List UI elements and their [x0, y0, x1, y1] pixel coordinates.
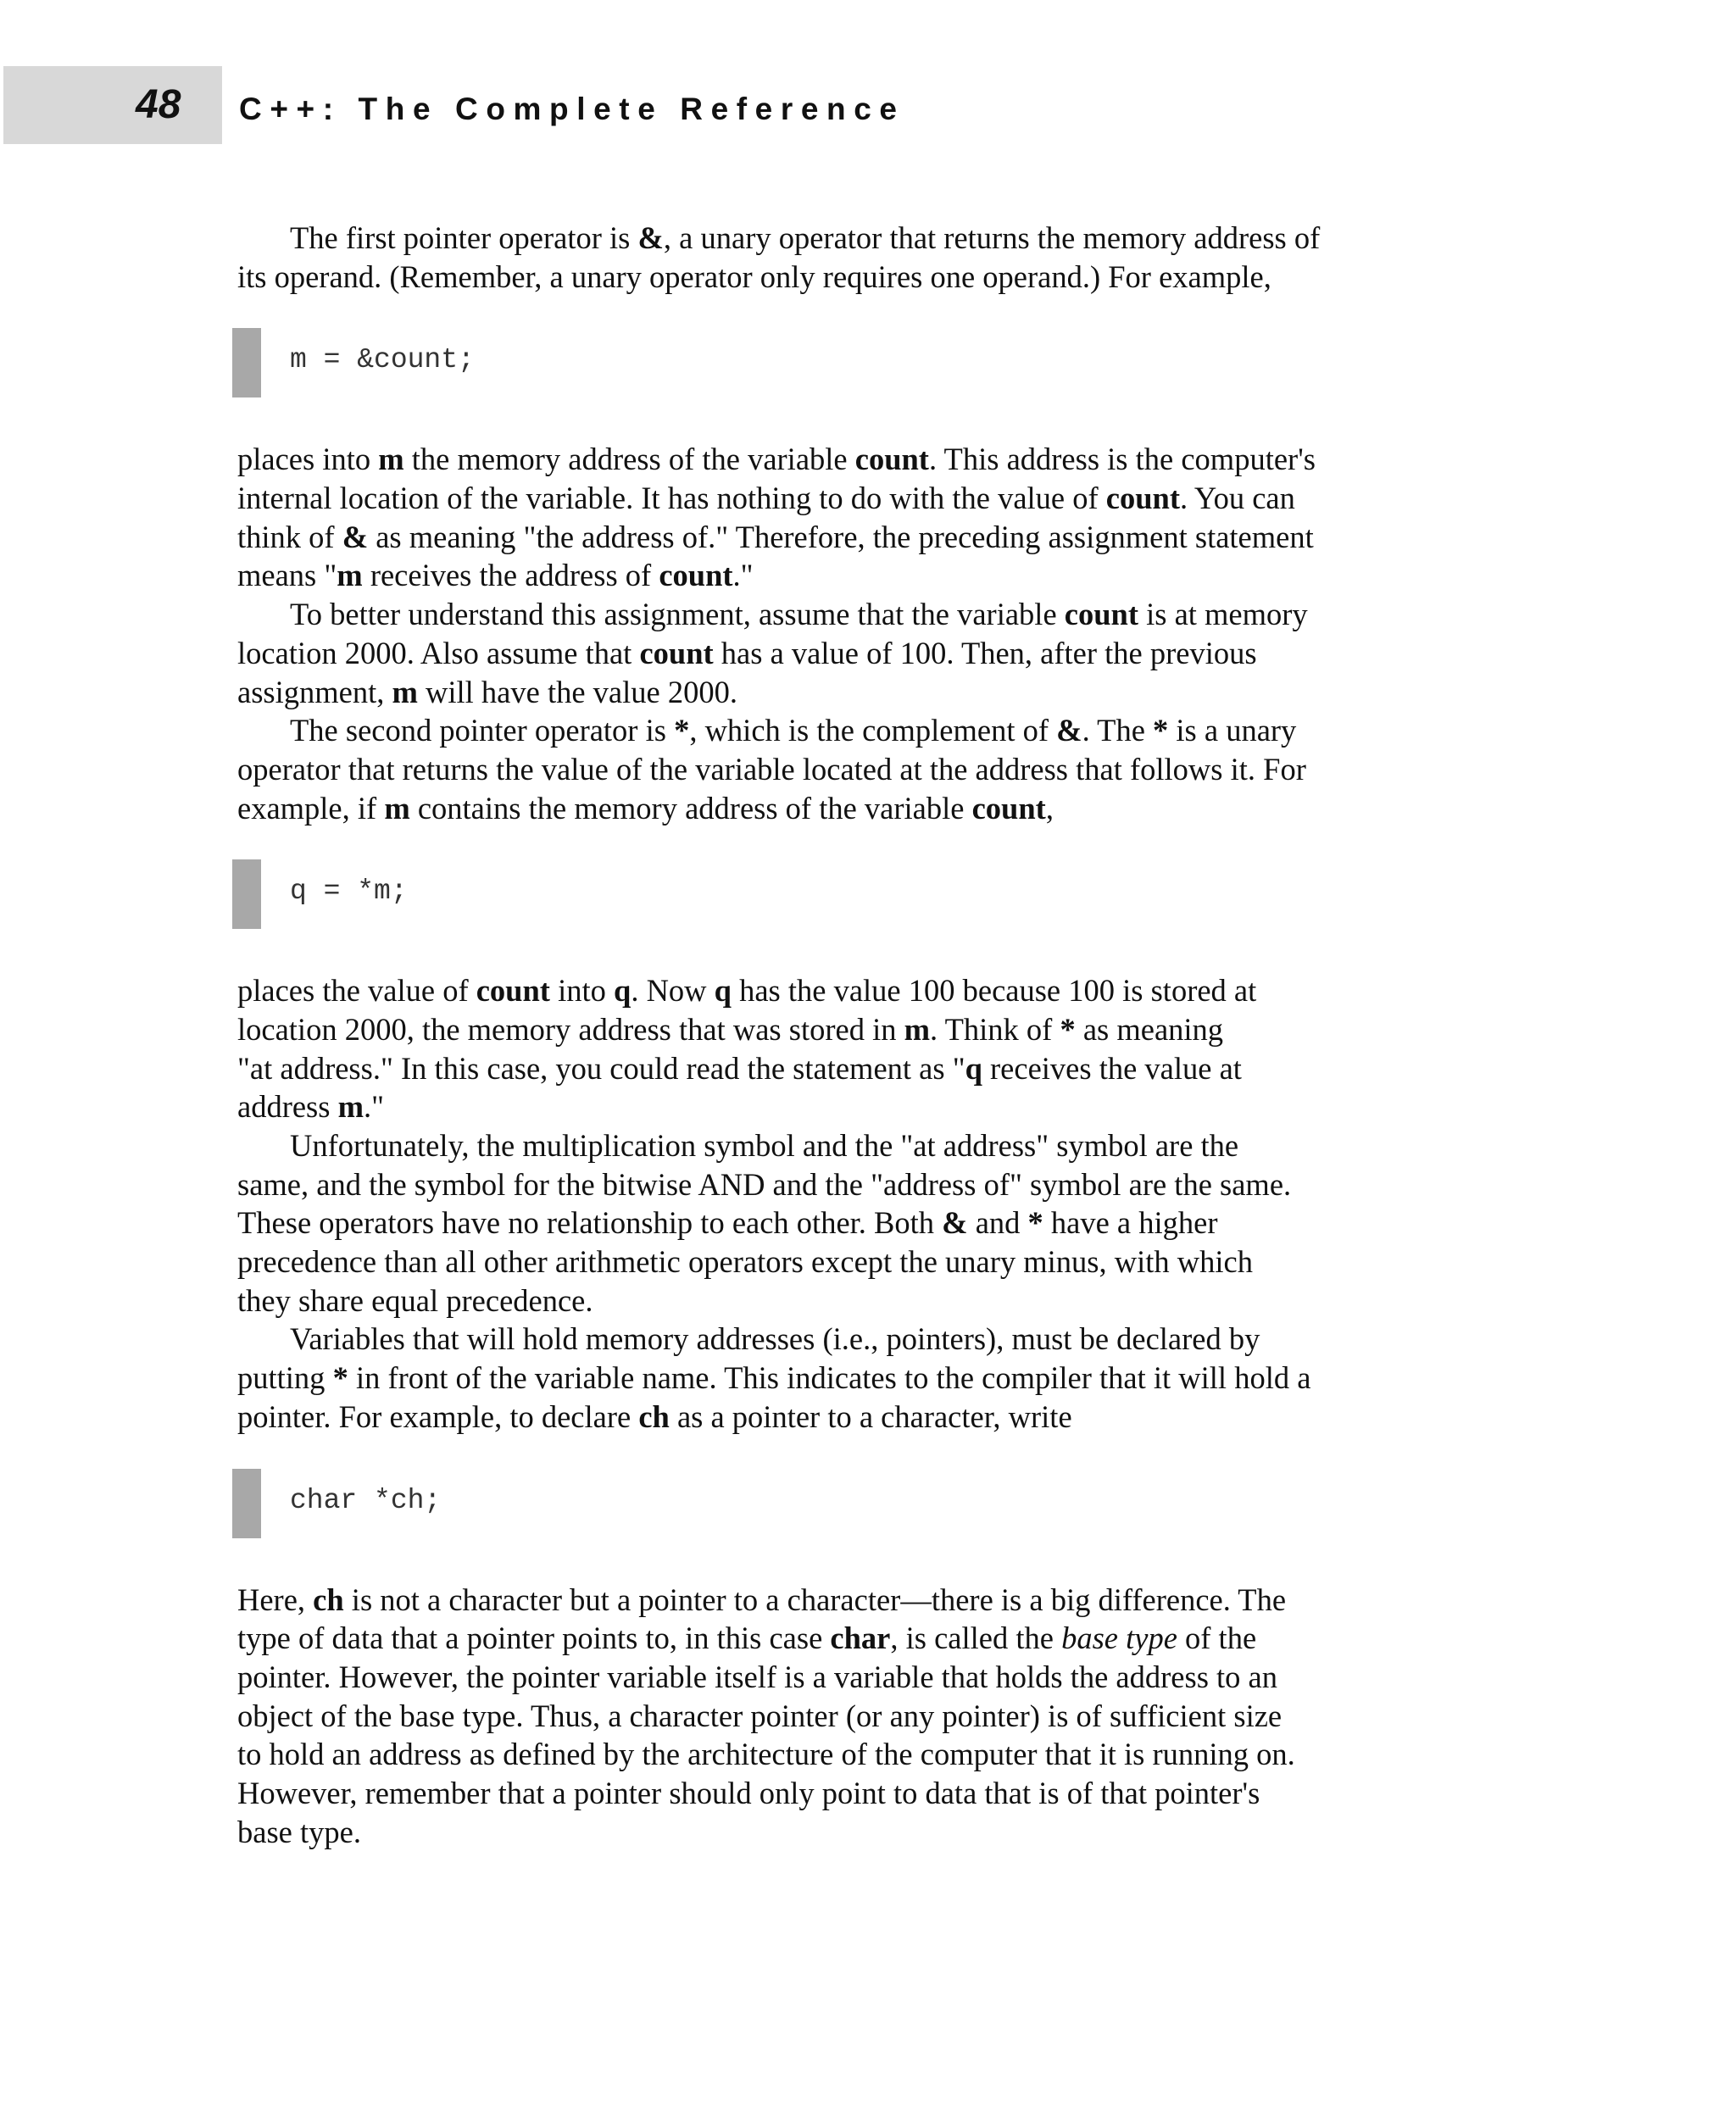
- paragraph-line: base type.: [237, 1814, 361, 1849]
- header-tab: [3, 66, 222, 144]
- page-body: [237, 219, 1492, 1851]
- code-line: char *ch;: [290, 1484, 442, 1516]
- paragraph-line: Unfortunately, the multiplication symbol and the "at address" symbol are the: [290, 1128, 1239, 1163]
- paragraph-line: Here, ch is not a character but a pointer to a character—there is a big difference. The: [237, 1582, 1287, 1617]
- code-block: [237, 1437, 1492, 1581]
- paragraph-line: location 2000. Also assume that count has a value of 100. Then, after the previous: [237, 635, 1257, 670]
- paragraph-line: precedence than all other arithmetic operators except the unary minus, with which: [237, 1244, 1253, 1280]
- paragraph-line: address m.": [237, 1089, 385, 1125]
- paragraph-line: internal location of the variable. It has nothing to do with the value of count. You can: [237, 481, 1295, 516]
- paragraph-line: means "m receives the address of count.": [237, 558, 754, 593]
- paragraph-line: example, if m contains the memory address of the variable count,: [237, 790, 1054, 826]
- code-block: [237, 296, 1492, 440]
- code-margin-bar: [232, 328, 261, 397]
- code-line: q = *m;: [290, 876, 408, 908]
- paragraph-line: The second pointer operator is *, which is the complement of &. The * is a unary: [290, 713, 1297, 748]
- paragraph-line: same, and the symbol for the bitwise AND and the "address of" symbol are the same.: [237, 1166, 1292, 1202]
- paragraph-line: think of & as meaning "the address of." Therefore, the preceding assignment statement: [237, 519, 1314, 554]
- paragraph-line: type of data that a pointer points to, in this case char, is called the base type of the: [237, 1621, 1257, 1656]
- paragraph-line: To better understand this assignment, assume that the variable count is at memory: [290, 597, 1308, 632]
- code-block: [237, 827, 1492, 971]
- paragraph-line: The first pointer operator is &, a unary operator that returns the memory address of: [290, 220, 1321, 255]
- paragraph-line: These operators have no relationship to each other. Both & and * have a higher: [237, 1205, 1218, 1241]
- paragraph-line: its operand. (Remember, a unary operator only requires one operand.) For example,: [237, 259, 1271, 294]
- code-line: m = &count;: [290, 344, 475, 376]
- paragraph-line: assignment, m will have the value 2000.: [237, 674, 737, 709]
- paragraph-line: putting * in front of the variable name. This indicates to the compiler that it will hold a: [237, 1360, 1311, 1396]
- book-title: C++: The Complete Reference: [239, 92, 905, 126]
- paragraph-line: operator that returns the value of the variable located at the address that follows it. For: [237, 751, 1306, 787]
- paragraph-line: to hold an address as defined by the architecture of the computer that it is running on.: [237, 1737, 1295, 1772]
- paragraph-line: However, remember that a pointer should only point to data that is of that pointer's: [237, 1775, 1260, 1810]
- paragraph-line: they share equal precedence.: [237, 1282, 593, 1318]
- paragraph-line: places into m the memory address of the variable count. This address is the computer's: [237, 442, 1316, 477]
- paragraph-line: Variables that will hold memory addresses (i.e., pointers), must be declared by: [290, 1321, 1260, 1357]
- code-margin-bar: [232, 859, 261, 929]
- page-number: 48: [136, 82, 181, 127]
- paragraph-line: places the value of count into q. Now q has the value 100 because 100 is stored at: [237, 973, 1257, 1009]
- paragraph-line: pointer. However, the pointer variable itself is a variable that holds the address to an: [237, 1659, 1277, 1694]
- paragraph-line: pointer. For example, to declare ch as a pointer to a character, write: [237, 1398, 1072, 1434]
- paragraph-line: "at address." In this case, you could read the statement as "q receives the value at: [237, 1050, 1242, 1086]
- paragraph-line: location 2000, the memory address that was stored in m. Think of * as meaning: [237, 1011, 1224, 1047]
- code-margin-bar: [232, 1469, 261, 1538]
- paragraph-line: object of the base type. Thus, a character pointer (or any pointer) is of sufficient size: [237, 1698, 1283, 1733]
